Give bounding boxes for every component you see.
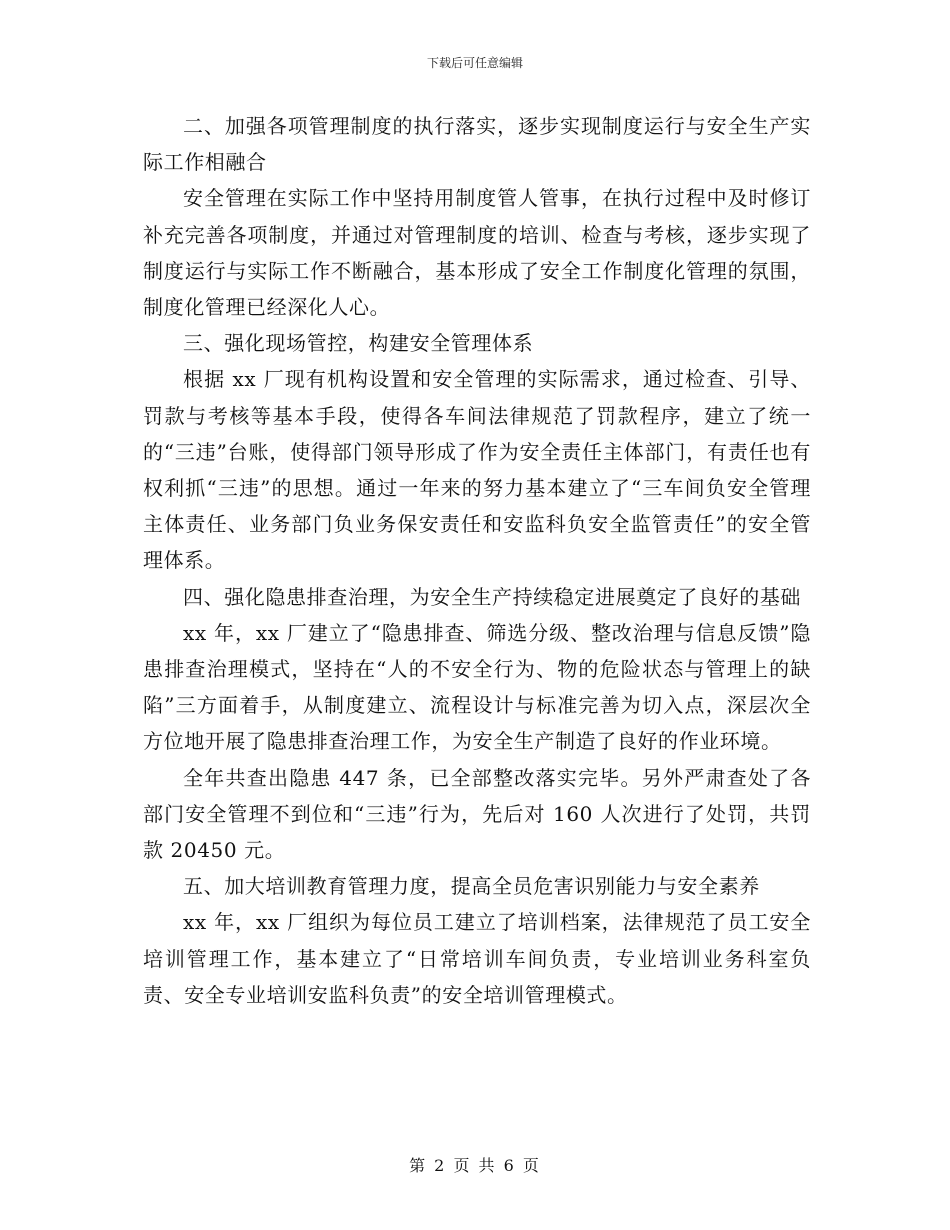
page-header: 下载后可任意编辑: [426, 56, 523, 70]
paragraph: xx 年，xx 厂组织为每位员工建立了培训档案，法律规范了员工安全培训管理工作，基本建立了“日常培训车间负责，专业培训业务科室负责、安全专业培训安监科负责”的安全培训管理模式。: [143, 910, 811, 1007]
section-heading-5: 五、加大培训教育管理力度，提高全员危害识别能力与安全素养: [183, 874, 760, 899]
paragraph: 安全管理在实际工作中坚持用制度管人管事，在执行过程中及时修订补充完善各项制度，并通过对管理制度的培训、检查与考核，逐步实现了制度运行与实际工作不断融合，基本形成了安全工作制度化管理的氛围，制度化管理已经深化人心。: [143, 186, 811, 320]
document-body: [143, 108, 811, 1013]
paragraph: 全年共查出隐患 447 条，已全部整改落实完毕。另外严肃查处了各部门安全管理不到位和“三违”行为，先后对 160 人次进行了处罚，共罚款 20450 元。: [143, 765, 811, 863]
section-heading-3: 三、强化现场管控，构建安全管理体系: [183, 331, 534, 356]
page-number: 第 2 页 共 6 页: [409, 1156, 541, 1175]
paragraph: xx 年，xx 厂建立了“隐患排查、筛选分级、整改治理与信息反馈”隐患排查治理模式，坚持在“人的不安全行为、物的危险状态与管理上的缺陷”三方面着手，从制度建立、流程设计与标准完善为切入点，深层次全方位地开展了隐患排查治理工作，为安全生产制造了良好的作业环境。: [143, 620, 811, 754]
section-heading-2: 二、加强各项管理制度的执行落实，逐步实现制度运行与安全生产实际工作相融合: [143, 114, 811, 175]
section-heading-4: 四、强化隐患排查治理，为安全生产持续稳定进展奠定了良好的基础: [183, 584, 801, 609]
paragraph: 根据 xx 厂现有机构设置和安全管理的实际需求，通过检查、引导、罚款与考核等基本手段，使得各车间法律规范了罚款程序，建立了统一的“三违”台账，使得部门领导形成了作为安全责任主体部门，有责任也有权利抓“三违”的思想。通过一年来的努力基本建立了“三车间负安全管理主体责任、业务部门负业务保安责任和安监科负安全监管责任”的安全管理体系。: [143, 367, 811, 573]
